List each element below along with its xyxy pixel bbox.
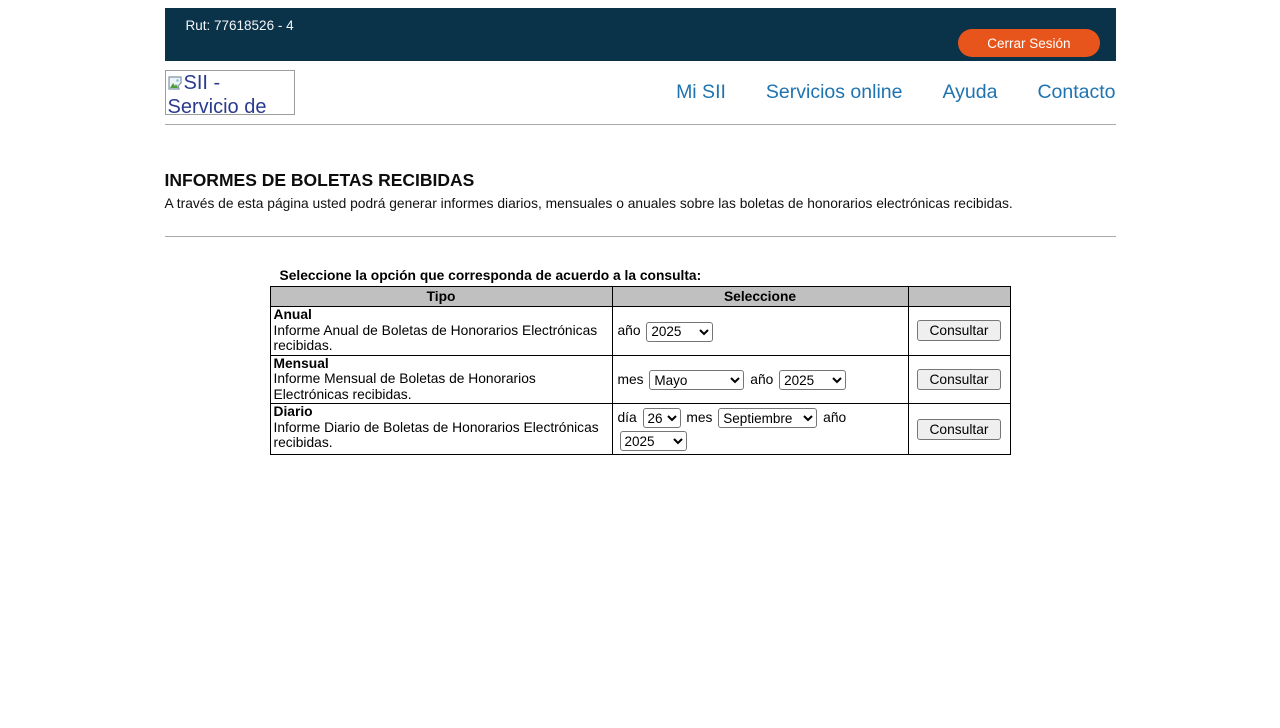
diario-type-cell — [270, 404, 612, 455]
diario-action-cell — [908, 404, 1010, 455]
logout-button[interactable]: Cerrar Sesión — [958, 29, 1099, 57]
nav-servicios-online[interactable]: Servicios online — [765, 81, 903, 103]
mensual-month-label: mes — [617, 371, 644, 387]
consultar-diario-button[interactable]: Consultar — [917, 419, 1000, 440]
diario-select-cell — [612, 404, 908, 455]
consultar-anual-button[interactable]: Consultar — [917, 320, 1000, 341]
mensual-description: Informe Mensual de Boletas de Honorarios Electrónicas recibidas. — [273, 371, 536, 402]
broken-image-icon — [168, 74, 183, 96]
table-header-row — [270, 287, 1010, 307]
mensual-type-label: Mensual — [273, 355, 329, 371]
column-header-action — [908, 287, 1010, 307]
column-header-tipo: Tipo — [270, 287, 612, 307]
column-header-seleccione: Seleccione — [612, 287, 908, 307]
diario-day-select[interactable] — [643, 408, 681, 428]
mensual-type-cell — [270, 355, 612, 404]
sii-logo-broken-image[interactable] — [165, 70, 295, 115]
page-description: A través de esta página usted podrá generar informes diarios, mensuales o anuales sobre las boletas de honorarios electrónicas recibidas. — [164, 196, 1013, 211]
nav-contacto[interactable]: Contacto — [1037, 81, 1116, 103]
main-nav — [676, 81, 1115, 104]
site-header — [165, 61, 1116, 124]
anual-year-label: año — [617, 323, 641, 339]
header-divider — [165, 124, 1116, 125]
table-row-anual — [270, 307, 1010, 356]
anual-type-label: Anual — [273, 307, 312, 322]
diario-year-select[interactable] — [620, 431, 687, 451]
selection-prompt: Seleccione la opción que corresponda de acuerdo a la consulta: — [279, 268, 702, 283]
diario-description: Informe Diario de Boletas de Honorarios Electrónicas recibidas. — [273, 419, 599, 450]
anual-type-cell — [270, 307, 612, 356]
diario-year-label: año — [823, 410, 847, 425]
anual-description: Informe Anual de Boletas de Honorarios Electrónicas recibidas. — [273, 322, 598, 353]
logo-alt-text: SII - Servicio de — [167, 72, 267, 115]
consultar-mensual-button[interactable]: Consultar — [917, 369, 1000, 390]
session-bar — [165, 8, 1116, 61]
table-row-diario — [270, 404, 1010, 455]
anual-select-cell — [612, 307, 908, 356]
page-title: INFORMES DE BOLETAS RECIBIDAS — [164, 170, 475, 190]
content-divider — [165, 236, 1116, 237]
rut-label: Rut: 77618526 - 4 — [185, 18, 294, 33]
diario-month-label: mes — [686, 410, 713, 425]
diario-type-label: Diario — [273, 404, 313, 419]
mensual-action-cell — [908, 355, 1010, 404]
diario-day-label: día — [617, 410, 637, 425]
mensual-select-cell — [612, 355, 908, 404]
nav-mi-sii[interactable]: Mi SII — [676, 81, 726, 103]
mensual-month-select[interactable] — [649, 370, 744, 390]
anual-year-select[interactable] — [646, 322, 713, 342]
mensual-year-label: año — [750, 371, 774, 387]
diario-month-select[interactable] — [718, 408, 817, 428]
nav-ayuda[interactable]: Ayuda — [942, 81, 998, 103]
mensual-year-select[interactable] — [779, 370, 846, 390]
table-row-mensual — [270, 355, 1010, 404]
page-container — [165, 8, 1116, 455]
reports-table — [270, 286, 1011, 455]
anual-action-cell — [908, 307, 1010, 356]
